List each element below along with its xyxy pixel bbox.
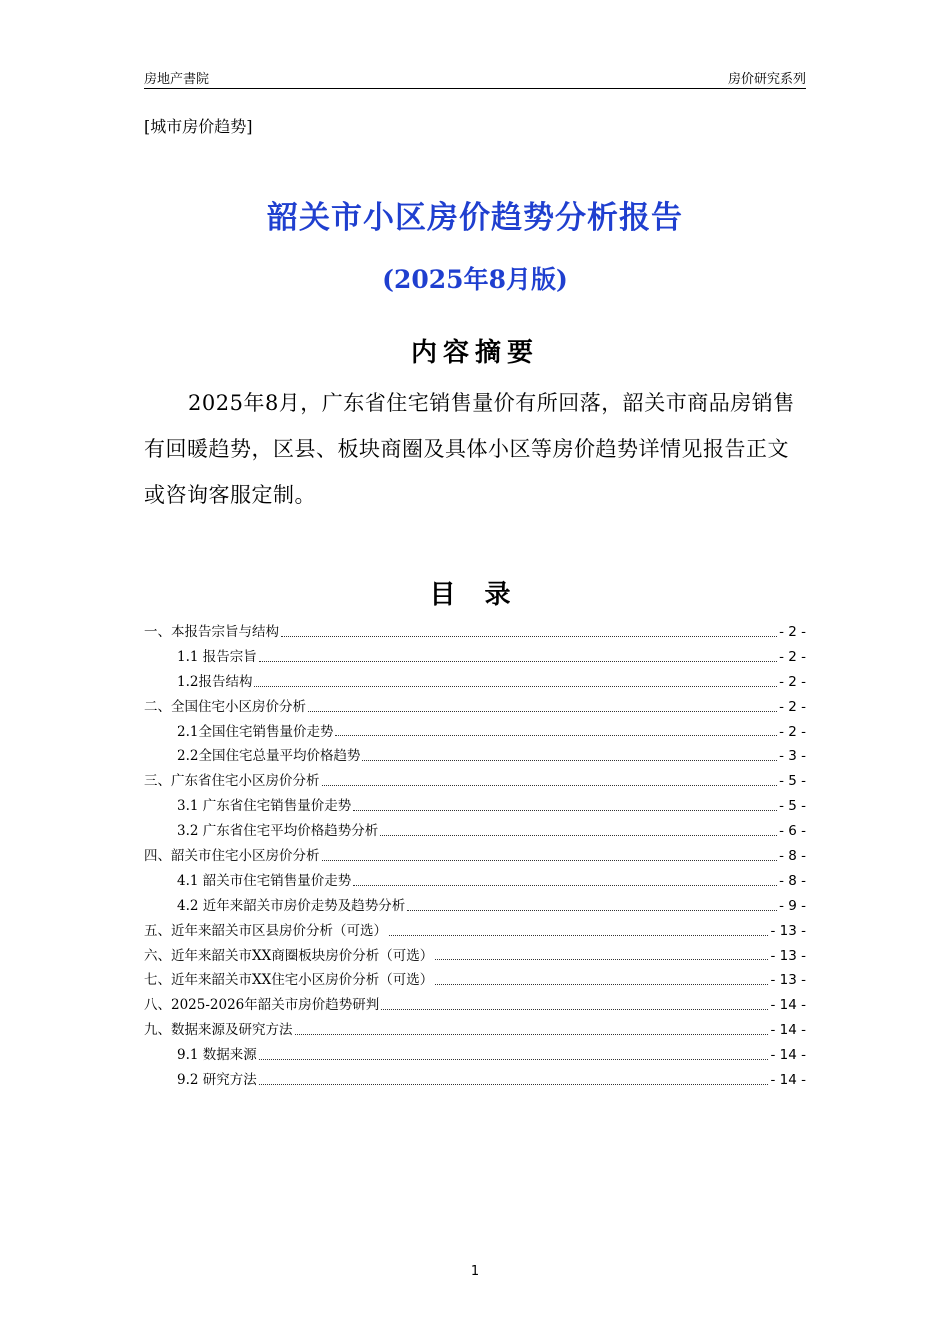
- toc-entry-label: 一、本报告宗旨与结构: [144, 624, 279, 640]
- toc-dot-leader: [259, 1084, 769, 1085]
- toc-entry-label: 四、韶关市住宅小区房价分析: [144, 848, 320, 865]
- toc-entry-label: 二、全国住宅小区房价分析: [144, 698, 306, 715]
- toc-entry-label: 九、数据来源及研究方法: [144, 1022, 293, 1039]
- toc-entry-label: 2.2全国住宅总量平均价格趋势: [177, 748, 361, 765]
- toc-entry-page: - 2 -: [779, 723, 806, 740]
- toc-entry[interactable]: [144, 919, 806, 944]
- toc-dot-leader: [322, 860, 778, 861]
- toc-dot-leader: [435, 959, 768, 960]
- toc-entry[interactable]: [144, 844, 806, 869]
- toc-entry-page: - 13 -: [770, 947, 806, 964]
- toc-entry[interactable]: [144, 744, 806, 769]
- toc-entry-label: 3.1 广东省住宅销售量价走势: [177, 798, 352, 815]
- toc-entry[interactable]: [144, 620, 806, 645]
- category-tag: [城市房价趋势]: [144, 117, 253, 136]
- toc-entry-page: - 2 -: [779, 648, 806, 665]
- toc-entry-page: - 9 -: [779, 897, 806, 914]
- toc-entry[interactable]: [144, 894, 806, 919]
- toc-entry[interactable]: [144, 993, 806, 1018]
- toc-entry-label: 三、广东省住宅小区房价分析: [144, 773, 320, 790]
- toc-entry-label: 1.1 报告宗旨: [177, 648, 257, 665]
- header-divider: [144, 88, 806, 89]
- toc-entry-label: 9.2 研究方法: [177, 1072, 257, 1089]
- toc-dot-leader: [259, 661, 777, 662]
- report-subtitle: (2025年8月版): [382, 265, 568, 294]
- toc-entry-page: - 8 -: [779, 848, 806, 865]
- toc-entry-page: - 5 -: [779, 798, 806, 815]
- toc-entry-label: 4.1 韶关市住宅销售量价走势: [177, 872, 352, 889]
- abstract-body: 2025年8月，广东省住宅销售量价有所回落，韶关市商品房销售有回暖趋势，区县、板块商圈及具体小区等房价趋势详情见报告正文或咨询客服定制。: [144, 391, 795, 507]
- toc-entry-label: 六、近年来韶关市XX商圈板块房价分析（可选）: [144, 947, 434, 964]
- toc-entry[interactable]: [144, 1068, 806, 1093]
- toc-entry-page: - 3 -: [779, 748, 806, 765]
- toc-dot-leader: [389, 935, 768, 936]
- toc-entry-label: 1.2报告结构: [177, 673, 253, 690]
- toc-entry[interactable]: [144, 869, 806, 894]
- toc-dot-leader: [435, 984, 768, 985]
- toc-entry[interactable]: [144, 695, 806, 720]
- header-left-text: 房地产書院: [144, 72, 210, 87]
- toc-entry-label: 9.1 数据来源: [177, 1047, 257, 1064]
- toc-dot-leader: [407, 910, 777, 911]
- toc-entry-page: - 2 -: [779, 624, 806, 640]
- toc-dot-leader: [335, 735, 777, 736]
- toc-entry[interactable]: [144, 670, 806, 695]
- toc-entry[interactable]: [144, 1043, 806, 1068]
- toc-entry-label: 七、近年来韶关市XX住宅小区房价分析（可选）: [144, 972, 434, 989]
- toc-entry[interactable]: [144, 1018, 806, 1043]
- toc-entry-page: - 2 -: [779, 673, 806, 690]
- toc-dot-leader: [353, 810, 777, 811]
- toc-entry-page: - 2 -: [779, 698, 806, 715]
- toc-entry-page: - 6 -: [779, 823, 806, 840]
- toc-entry-page: - 13 -: [770, 922, 806, 939]
- toc-entry-label: 2.1全国住宅销售量价走势: [177, 723, 334, 740]
- toc-entry-label: 3.2 广东省住宅平均价格趋势分析: [177, 823, 379, 840]
- report-title: 韶关市小区房价趋势分析报告: [267, 200, 683, 236]
- toc-entry-page: - 14 -: [770, 1047, 806, 1064]
- toc-entry-label: 五、近年来韶关市区县房价分析（可选）: [144, 922, 387, 939]
- toc-dot-leader: [259, 1059, 769, 1060]
- toc-entry-page: - 8 -: [779, 872, 806, 889]
- toc-dot-leader: [381, 1009, 768, 1010]
- toc-dot-leader: [308, 711, 777, 712]
- toc-entry[interactable]: [144, 944, 806, 969]
- toc-dot-leader: [295, 1034, 769, 1035]
- toc-entry-page: - 14 -: [770, 1072, 806, 1089]
- toc-entry[interactable]: [144, 968, 806, 993]
- toc-dot-leader: [322, 785, 778, 786]
- toc-entry-label: 4.2 近年来韶关市房价走势及趋势分析: [177, 897, 406, 914]
- abstract-heading: 内容摘要: [410, 338, 539, 368]
- toc-entry-page: - 14 -: [770, 997, 806, 1014]
- toc-entry[interactable]: [144, 720, 806, 745]
- header-right-text: 房价研究系列: [727, 72, 806, 87]
- toc-entry[interactable]: [144, 769, 806, 794]
- toc-entry-page: - 5 -: [779, 773, 806, 790]
- toc-heading: 目 录: [429, 580, 521, 610]
- toc-entry[interactable]: [144, 794, 806, 819]
- toc-entry-label: 八、2025-2026年韶关市房价趋势研判: [144, 997, 380, 1014]
- toc-dot-leader: [362, 760, 777, 761]
- toc-entry-page: - 14 -: [770, 1022, 806, 1039]
- toc-dot-leader: [380, 835, 777, 836]
- toc-entry[interactable]: [144, 819, 806, 844]
- toc-dot-leader: [281, 636, 777, 637]
- page-number: 1: [470, 1264, 480, 1279]
- toc-dot-leader: [254, 686, 777, 687]
- toc-entry[interactable]: [144, 645, 806, 670]
- table-of-contents: [144, 620, 806, 1093]
- toc-entry-page: - 13 -: [770, 972, 806, 989]
- toc-dot-leader: [353, 885, 777, 886]
